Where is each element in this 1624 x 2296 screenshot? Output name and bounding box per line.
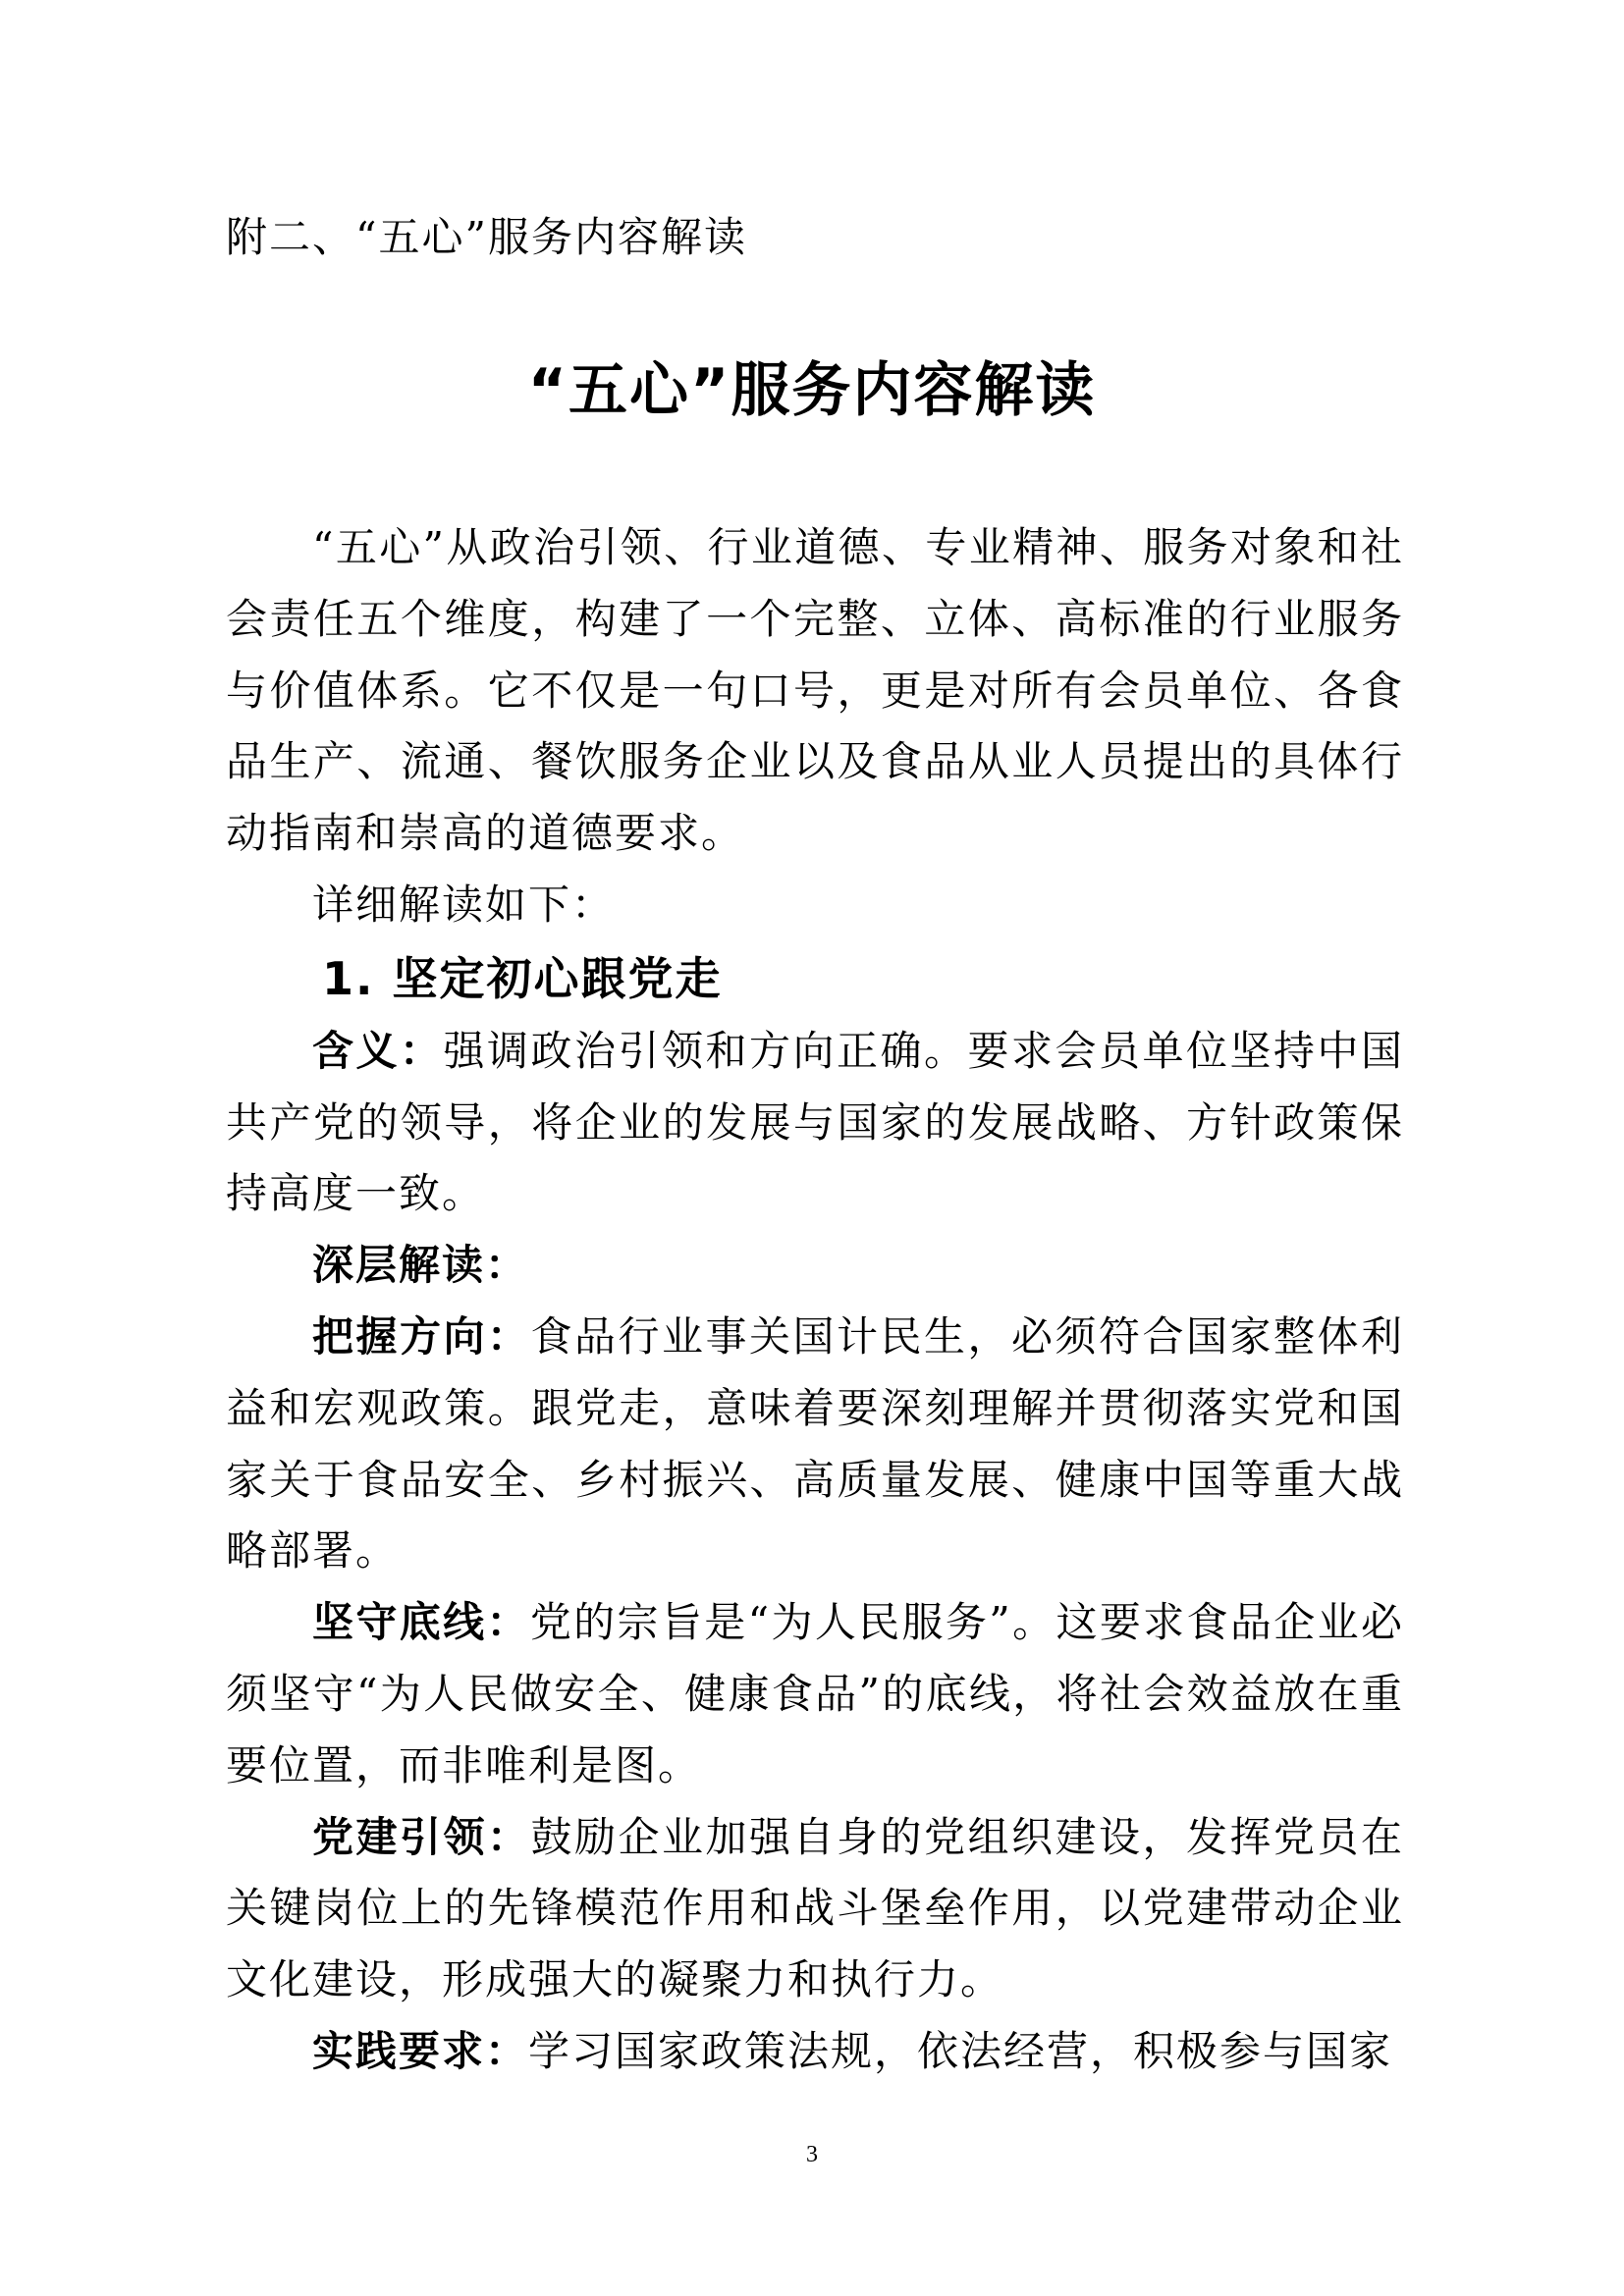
- point-term: 把握方向：: [312, 1311, 531, 1361]
- point-text: 学习国家政策法规，依法经营，积极参与国家: [528, 2026, 1393, 2075]
- page-number: 3: [806, 2142, 818, 2167]
- point-text: 鼓励企业加强自身的党组织建设，发挥党员在关键岗位上的先锋模范作用和战斗堡垒作用，以党建带动企业文化建设，形成强大的凝聚力和执行力。: [226, 1812, 1404, 2004]
- point-direction: [226, 1302, 1404, 1587]
- point-term: 实践要求：: [312, 2026, 529, 2075]
- point-practice: [226, 2016, 1404, 2088]
- point-bottom-line: [226, 1587, 1404, 1801]
- point-party-building: [226, 1802, 1404, 2016]
- point-text: 党的宗旨是“为人民服务”。这要求食品企业必须坚守“为人民做安全、健康食品”的底线，将社会效益放在重要位置，而非唯利是图。: [226, 1598, 1404, 1789]
- detail-intro: 详细解读如下：: [312, 880, 616, 929]
- point-text: 食品行业事关国计民生，必须符合国家整体利益和宏观政策。跟党走，意味着要深刻理解并贯彻落实党和国家关于食品安全、乡村振兴、高质量发展、健康中国等重大战略部署。: [226, 1311, 1404, 1575]
- deep-interpretation-heading: 深层解读：: [312, 1241, 529, 1290]
- attachment-label: 附二、“五心”服务内容解读: [226, 213, 747, 261]
- point-term: 党建引领：: [312, 1812, 531, 1861]
- meaning-term: 含义：: [312, 1026, 444, 1075]
- document-body: [226, 512, 1404, 2088]
- section-heading-1: 1. 坚定初心跟党走: [322, 951, 723, 1005]
- intro-paragraph: “五心”从政治引领、行业道德、专业精神、服务对象和社会责任五个维度，构建了一个完整、立体、高标准的行业服务与价值体系。它不仅是一句口号，更是对所有会员单位、各食品生产、流通、餐饮服务企业以及食品从业人员提出的具体行动指南和崇高的道德要求。: [226, 523, 1404, 858]
- point-term: 坚守底线：: [312, 1598, 530, 1647]
- document-title: “五心”服务内容解读: [527, 356, 1097, 425]
- meaning-text: 强调政治引领和方向正确。要求会员单位坚持中国共产党的领导，将企业的发展与国家的发展战略、方针政策保持高度一致。: [226, 1026, 1404, 1218]
- meaning-paragraph: [226, 1016, 1404, 1230]
